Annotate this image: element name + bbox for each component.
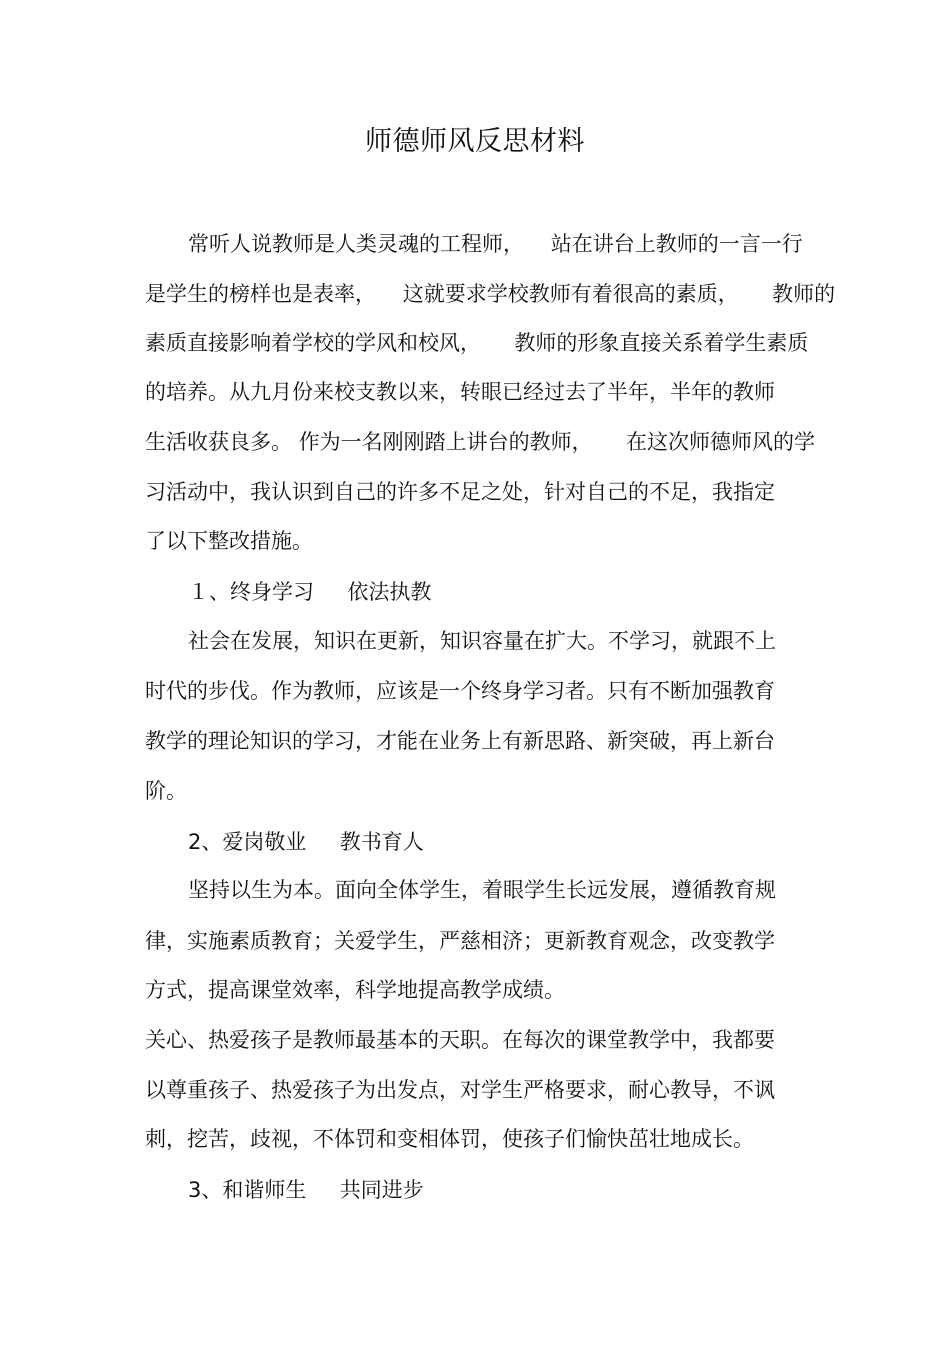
body-line: 了以下整改措施。 xyxy=(145,529,313,553)
body-line: 方式，提高课堂效率，科学地提高教学成绩。 xyxy=(145,978,565,1002)
section-heading: １、终身学习 依法执教 xyxy=(188,580,432,604)
section-heading: 3、和谐师生 共同进步 xyxy=(188,1178,424,1202)
body-line: 律，实施素质教育；关爱学生，严慈相济；更新教育观念，改变教学 xyxy=(145,929,775,953)
body-line: 素质直接影响着学校的学风和校风， 教师的形象直接关系着学生素质 xyxy=(145,331,809,355)
body-line: 常听人说教师是人类灵魂的工程师， 站在讲台上教师的一言一行 xyxy=(188,232,803,256)
body-line: 刺，挖苦，歧视，不体罚和变相体罚，使孩子们愉快茁壮地成长。 xyxy=(145,1127,754,1151)
body-line: 社会在发展，知识在更新，知识容量在扩大。不学习，就跟不上 xyxy=(188,629,776,653)
body-line: 以尊重孩子、热爱孩子为出发点，对学生严格要求，耐心教导，不讽 xyxy=(145,1078,775,1102)
body-line: 时代的步伐。作为教师，应该是一个终身学习者。只有不断加强教育 xyxy=(145,679,775,703)
body-line: 关心、热爱孩子是教师最基本的天职。在每次的课堂教学中，我都要 xyxy=(145,1028,775,1052)
body-line: 是学生的榜样也是表率， 这就要求学校教师有着很高的素质， 教师的 xyxy=(145,282,836,306)
section-heading: 2、爱岗敬业 教书育人 xyxy=(188,830,424,854)
body-line: 教学的理论知识的学习，才能在业务上有新思路、新突破，再上新台 xyxy=(145,729,775,753)
body-line: 的培养。从九月份来校支教以来，转眼已经过去了半年，半年的教师 xyxy=(145,380,775,404)
body-line: 生活收获良多。 作为一名刚刚踏上讲台的教师， 在这次师德师风的学 xyxy=(145,430,816,454)
body-line: 阶。 xyxy=(145,779,187,803)
body-line: 习活动中，我认识到自己的许多不足之处，针对自己的不足，我指定 xyxy=(145,480,775,504)
page-title: 师德师风反思材料 xyxy=(365,126,585,157)
body-line: 坚持以生为本。面向全体学生，着眼学生长远发展，遵循教育规 xyxy=(188,878,776,902)
